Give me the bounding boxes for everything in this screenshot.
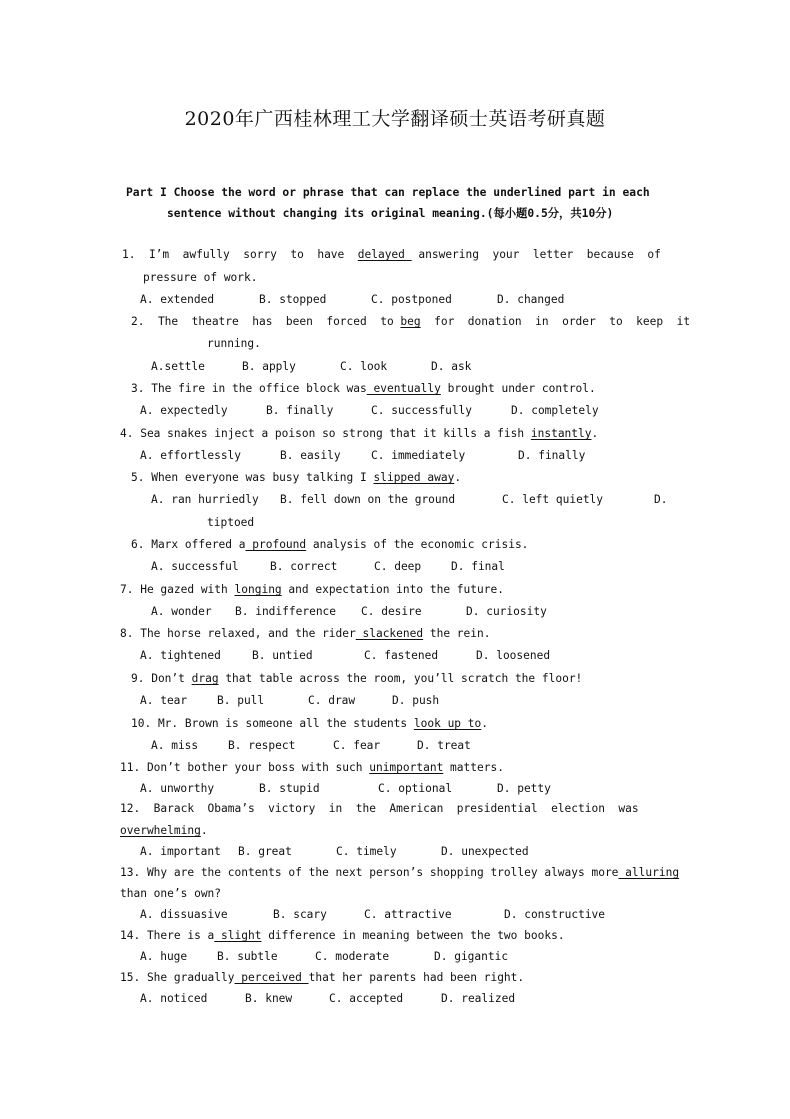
question-9: 9. Don’t drag that table across the room, you’ll scratch the floor! xyxy=(131,672,583,685)
page-title: 2020年广西桂林理工大学翻译硕士英语考研真题 xyxy=(184,108,606,130)
question-12-cont: overwhelming. xyxy=(120,824,208,837)
question-1-cont: pressure of work. xyxy=(143,271,258,284)
question-1: 1. I’m awfully sorry to have delayed answering your letter because of xyxy=(122,248,661,261)
question-5: 5. When everyone was busy talking I slipped away. xyxy=(131,471,462,484)
question-10: 10. Mr. Brown is someone all the students look up to. xyxy=(131,717,488,730)
question-12: 12. Barack Obama’s victory in the American presidential election was xyxy=(120,802,639,815)
question-13-cont: than one’s own? xyxy=(120,887,222,900)
question-13: 13. Why are the contents of the next person’s shopping trolley always more alluring xyxy=(120,866,680,879)
question-2-cont: running. xyxy=(207,337,261,350)
question-8: 8. The horse relaxed, and the rider slackened the rein. xyxy=(120,627,491,640)
part-heading-line2: sentence without changing its original meaning.(每小题0.5分，共10分) xyxy=(167,207,614,220)
question-7: 7. He gazed with longing and expectation into the future. xyxy=(120,583,504,596)
part-heading-line1: Part I Choose the word or phrase that can replace the underlined part in each xyxy=(126,186,650,199)
question-14: 14. There is a slight difference in meaning between the two books. xyxy=(120,929,565,942)
question-11: 11. Don’t bother your boss with such unimportant matters. xyxy=(120,761,504,774)
question-4: 4. Sea snakes inject a poison so strong that it kills a fish instantly. xyxy=(120,427,599,440)
question-5-cont: tiptoed xyxy=(207,516,255,529)
question-6: 6. Marx offered a profound analysis of the economic crisis. xyxy=(131,538,529,551)
question-2: 2. The theatre has been forced to beg for donation in order to keep it xyxy=(131,315,691,328)
question-3: 3. The fire in the office block was eventually brought under control. xyxy=(131,382,596,395)
question-15: 15. She gradually perceived that her parents had been right. xyxy=(120,971,525,984)
